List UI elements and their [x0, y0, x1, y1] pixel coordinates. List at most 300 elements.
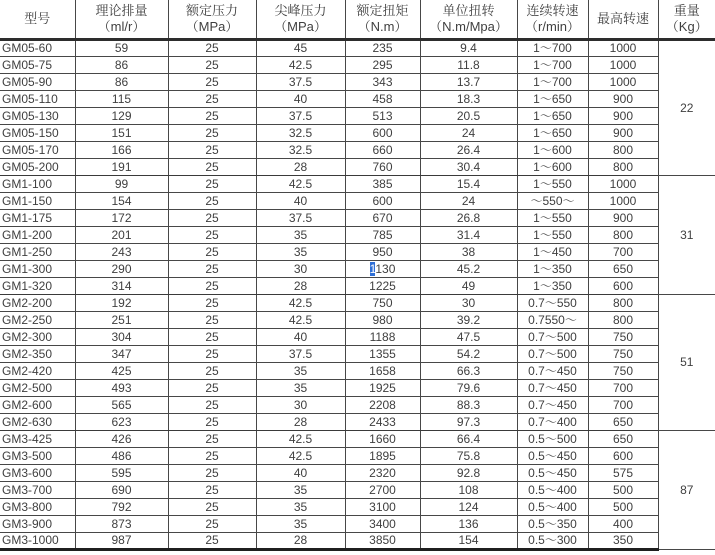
- column-header-unit_torque: [420, 0, 517, 40]
- value-cell-displacement: 493: [75, 380, 168, 397]
- value-cell-peak_pressure: 35: [256, 244, 345, 261]
- value-cell-max_speed: 750: [588, 363, 658, 380]
- value-cell-rated_pressure: 25: [168, 516, 256, 533]
- column-header-unit: （Kg）: [665, 19, 708, 34]
- value-cell-max_speed: 700: [588, 244, 658, 261]
- weight-merged-cell: 87: [658, 431, 715, 550]
- value-cell-cont_speed: 1～650: [517, 91, 588, 108]
- table-row-GM2-600: [0, 397, 715, 414]
- value-cell-cont_speed: 0.5～450: [517, 448, 588, 465]
- value-cell-displacement: 290: [75, 261, 168, 278]
- value-cell-peak_pressure: 40: [256, 329, 345, 346]
- value-cell-displacement: 595: [75, 465, 168, 482]
- value-cell-displacement: 59: [75, 40, 168, 57]
- value-cell-unit_torque: 15.4: [420, 176, 517, 193]
- value-cell-cont_speed: 0.7～400: [517, 414, 588, 431]
- value-cell-rated_torque: 3100: [345, 499, 420, 516]
- column-header-title: 最高转速: [596, 11, 649, 26]
- value-cell-rated_torque: 1130: [345, 261, 420, 278]
- table-row-GM2-200: [0, 295, 715, 312]
- value-cell-rated_pressure: 25: [168, 363, 256, 380]
- value-cell-peak_pressure: 45: [256, 40, 345, 57]
- value-cell-rated_pressure: 25: [168, 278, 256, 295]
- value-cell-displacement: 314: [75, 278, 168, 295]
- value-cell-rated_torque: 458: [345, 91, 420, 108]
- value-cell-cont_speed: 1～700: [517, 57, 588, 74]
- value-cell-peak_pressure: 37.5: [256, 108, 345, 125]
- value-cell-displacement: 623: [75, 414, 168, 431]
- column-header-title: 重量: [673, 3, 700, 18]
- value-cell-max_speed: 1000: [588, 176, 658, 193]
- value-cell-peak_pressure: 42.5: [256, 295, 345, 312]
- value-cell-cont_speed: 0.5～350: [517, 516, 588, 533]
- value-cell-displacement: 99: [75, 176, 168, 193]
- model-cell: GM1-150: [0, 193, 75, 210]
- value-cell-max_speed: 750: [588, 346, 658, 363]
- value-cell-peak_pressure: 28: [256, 278, 345, 295]
- value-cell-rated_torque: 600: [345, 125, 420, 142]
- value-cell-peak_pressure: 37.5: [256, 210, 345, 227]
- value-cell-rated_torque: 600: [345, 193, 420, 210]
- model-cell: GM05-60: [0, 40, 75, 57]
- value-cell-rated_pressure: 25: [168, 431, 256, 448]
- column-header-displacement: [75, 0, 168, 40]
- value-cell-rated_torque: 1658: [345, 363, 420, 380]
- value-cell-peak_pressure: 42.5: [256, 312, 345, 329]
- weight-merged-cell: 31: [658, 176, 715, 295]
- value-cell-cont_speed: 1～550: [517, 227, 588, 244]
- value-cell-cont_speed: 1～650: [517, 108, 588, 125]
- value-cell-peak_pressure: 37.5: [256, 346, 345, 363]
- value-cell-displacement: 129: [75, 108, 168, 125]
- value-cell-rated_pressure: 25: [168, 465, 256, 482]
- value-cell-cont_speed: 1～350: [517, 261, 588, 278]
- table-row-GM05-170: [0, 142, 715, 159]
- value-cell-unit_torque: 45.2: [420, 261, 517, 278]
- value-cell-displacement: 151: [75, 125, 168, 142]
- model-cell: GM3-800: [0, 499, 75, 516]
- value-cell-rated_pressure: 25: [168, 261, 256, 278]
- table-row-GM1-100: [0, 176, 715, 193]
- value-cell-rated_torque: 295: [345, 57, 420, 74]
- weight-merged-cell: 51: [658, 295, 715, 431]
- value-cell-max_speed: 650: [588, 261, 658, 278]
- value-cell-max_speed: 800: [588, 312, 658, 329]
- header-row: [0, 0, 715, 40]
- value-cell-unit_torque: 66.4: [420, 431, 517, 448]
- value-cell-rated_torque: 3850: [345, 533, 420, 550]
- value-cell-displacement: 166: [75, 142, 168, 159]
- value-cell-cont_speed: 1～700: [517, 40, 588, 57]
- value-cell-max_speed: 900: [588, 108, 658, 125]
- value-cell-peak_pressure: 35: [256, 363, 345, 380]
- table-row-GM3-500: [0, 448, 715, 465]
- model-cell: GM3-500: [0, 448, 75, 465]
- value-cell-rated_pressure: 25: [168, 57, 256, 74]
- value-cell-cont_speed: ～550～: [517, 193, 588, 210]
- value-cell-cont_speed: 1～700: [517, 74, 588, 91]
- value-cell-displacement: 792: [75, 499, 168, 516]
- column-header-title: 尖峰压力: [274, 3, 327, 18]
- table-row-GM3-800: [0, 499, 715, 516]
- value-cell-unit_torque: 97.3: [420, 414, 517, 431]
- value-cell-max_speed: 1000: [588, 193, 658, 210]
- value-cell-displacement: 304: [75, 329, 168, 346]
- table-body: [0, 40, 715, 550]
- model-cell: GM05-110: [0, 91, 75, 108]
- value-cell-rated_pressure: 25: [168, 125, 256, 142]
- column-header-unit: （ml/r）: [97, 19, 146, 34]
- value-cell-peak_pressure: 30: [256, 397, 345, 414]
- column-header-title: 连续转速: [526, 3, 579, 18]
- model-cell: GM1-320: [0, 278, 75, 295]
- table-row-GM1-320: [0, 278, 715, 295]
- value-cell-rated_pressure: 25: [168, 346, 256, 363]
- value-cell-rated_torque: 2208: [345, 397, 420, 414]
- value-cell-rated_pressure: 25: [168, 380, 256, 397]
- value-cell-unit_torque: 30.4: [420, 159, 517, 176]
- value-cell-rated_torque: 1355: [345, 346, 420, 363]
- column-header-max_speed: [588, 0, 658, 40]
- value-cell-max_speed: 500: [588, 482, 658, 499]
- value-cell-max_speed: 800: [588, 295, 658, 312]
- column-header-rated_pressure: [168, 0, 256, 40]
- value-cell-displacement: 172: [75, 210, 168, 227]
- value-cell-rated_torque: 513: [345, 108, 420, 125]
- value-cell-rated_torque: 2320: [345, 465, 420, 482]
- value-cell-displacement: 86: [75, 57, 168, 74]
- value-cell-rated_torque: 343: [345, 74, 420, 91]
- value-cell-peak_pressure: 37.5: [256, 74, 345, 91]
- model-cell: GM3-425: [0, 431, 75, 448]
- value-cell-displacement: 347: [75, 346, 168, 363]
- value-cell-unit_torque: 124: [420, 499, 517, 516]
- value-cell-cont_speed: 0.7～450: [517, 363, 588, 380]
- value-cell-cont_speed: 0.5～450: [517, 465, 588, 482]
- table-row-GM2-420: [0, 363, 715, 380]
- value-cell-displacement: 425: [75, 363, 168, 380]
- value-cell-unit_torque: 13.7: [420, 74, 517, 91]
- value-cell-rated_torque: 670: [345, 210, 420, 227]
- value-cell-cont_speed: 0.7～450: [517, 397, 588, 414]
- value-cell-peak_pressure: 32.5: [256, 142, 345, 159]
- value-cell-peak_pressure: 35: [256, 499, 345, 516]
- model-cell: GM3-600: [0, 465, 75, 482]
- value-cell-displacement: 191: [75, 159, 168, 176]
- model-cell: GM2-420: [0, 363, 75, 380]
- weight-merged-cell: 22: [658, 40, 715, 176]
- value-cell-rated_torque: 1925: [345, 380, 420, 397]
- value-cell-rated_pressure: 25: [168, 312, 256, 329]
- value-cell-rated_torque: 235: [345, 40, 420, 57]
- value-cell-cont_speed: 1～450: [517, 244, 588, 261]
- value-cell-rated_pressure: 25: [168, 482, 256, 499]
- value-cell-max_speed: 900: [588, 125, 658, 142]
- value-cell-rated_torque: 1188: [345, 329, 420, 346]
- value-cell-rated_torque: 760: [345, 159, 420, 176]
- value-cell-unit_torque: 11.8: [420, 57, 517, 74]
- model-cell: GM2-600: [0, 397, 75, 414]
- value-cell-rated_torque: 1660: [345, 431, 420, 448]
- value-cell-rated_pressure: 25: [168, 414, 256, 431]
- value-cell-cont_speed: 0.7～450: [517, 380, 588, 397]
- table-row-GM1-300: [0, 261, 715, 278]
- value-cell-max_speed: 500: [588, 499, 658, 516]
- table-row-GM3-900: [0, 516, 715, 533]
- value-cell-unit_torque: 20.5: [420, 108, 517, 125]
- value-cell-rated_torque: 785: [345, 227, 420, 244]
- value-cell-peak_pressure: 35: [256, 482, 345, 499]
- value-cell-unit_torque: 75.8: [420, 448, 517, 465]
- value-cell-cont_speed: 0.7～500: [517, 346, 588, 363]
- table-row-GM3-700: [0, 482, 715, 499]
- value-cell-displacement: 987: [75, 533, 168, 550]
- value-cell-unit_torque: 38: [420, 244, 517, 261]
- column-header-peak_pressure: [256, 0, 345, 40]
- value-cell-rated_pressure: 25: [168, 244, 256, 261]
- column-header-title: 额定压力: [185, 3, 238, 18]
- value-cell-cont_speed: 0.7～500: [517, 329, 588, 346]
- value-cell-rated_torque: 2433: [345, 414, 420, 431]
- value-cell-rated_pressure: 25: [168, 193, 256, 210]
- selected-text: 1: [369, 261, 376, 276]
- value-cell-unit_torque: 24: [420, 193, 517, 210]
- value-cell-rated_torque: 980: [345, 312, 420, 329]
- value-cell-cont_speed: 0.7～550: [517, 295, 588, 312]
- value-cell-peak_pressure: 28: [256, 159, 345, 176]
- column-header-weight: [658, 0, 715, 40]
- value-cell-rated_pressure: 25: [168, 295, 256, 312]
- value-cell-displacement: 690: [75, 482, 168, 499]
- model-cell: GM3-700: [0, 482, 75, 499]
- value-cell-max_speed: 750: [588, 329, 658, 346]
- table-row-GM05-110: [0, 91, 715, 108]
- value-cell-rated_pressure: 25: [168, 397, 256, 414]
- value-cell-displacement: 251: [75, 312, 168, 329]
- value-cell-rated_torque: 950: [345, 244, 420, 261]
- model-cell: GM1-200: [0, 227, 75, 244]
- column-header-title: 型号: [24, 11, 51, 26]
- model-cell: GM05-170: [0, 142, 75, 159]
- value-cell-max_speed: 1000: [588, 74, 658, 91]
- value-cell-unit_torque: 47.5: [420, 329, 517, 346]
- value-cell-displacement: 115: [75, 91, 168, 108]
- value-cell-cont_speed: 1～600: [517, 142, 588, 159]
- model-cell: GM05-130: [0, 108, 75, 125]
- value-cell-unit_torque: 26.4: [420, 142, 517, 159]
- value-cell-peak_pressure: 42.5: [256, 176, 345, 193]
- column-header-unit: （r/min）: [525, 19, 580, 34]
- table-row-GM2-300: [0, 329, 715, 346]
- table-row-GM1-150: [0, 193, 715, 210]
- value-cell-displacement: 86: [75, 74, 168, 91]
- model-cell: GM1-300: [0, 261, 75, 278]
- column-header-unit: （MPa）: [185, 19, 239, 34]
- value-cell-cont_speed: 1～550: [517, 176, 588, 193]
- value-cell-unit_torque: 24: [420, 125, 517, 142]
- value-cell-max_speed: 575: [588, 465, 658, 482]
- value-cell-max_speed: 800: [588, 142, 658, 159]
- column-header-unit: （N.m）: [357, 19, 408, 34]
- value-cell-peak_pressure: 35: [256, 516, 345, 533]
- value-cell-unit_torque: 26.8: [420, 210, 517, 227]
- model-cell: GM1-175: [0, 210, 75, 227]
- model-cell: GM2-500: [0, 380, 75, 397]
- value-cell-max_speed: 1000: [588, 57, 658, 74]
- value-cell-unit_torque: 18.3: [420, 91, 517, 108]
- table-row-GM2-350: [0, 346, 715, 363]
- value-cell-peak_pressure: 30: [256, 261, 345, 278]
- table-row-GM1-175: [0, 210, 715, 227]
- model-cell: GM05-75: [0, 57, 75, 74]
- value-cell-rated_pressure: 25: [168, 108, 256, 125]
- value-cell-peak_pressure: 40: [256, 91, 345, 108]
- model-cell: GM2-350: [0, 346, 75, 363]
- value-cell-max_speed: 600: [588, 278, 658, 295]
- value-cell-max_speed: 650: [588, 414, 658, 431]
- value-cell-cont_speed: 0.5～500: [517, 431, 588, 448]
- model-cell: GM3-1000: [0, 533, 75, 550]
- value-cell-cont_speed: 1～650: [517, 125, 588, 142]
- value-cell-rated_pressure: 25: [168, 227, 256, 244]
- value-cell-unit_torque: 54.2: [420, 346, 517, 363]
- value-cell-max_speed: 800: [588, 227, 658, 244]
- value-cell-rated_torque: 385: [345, 176, 420, 193]
- table-row-GM2-630: [0, 414, 715, 431]
- value-cell-max_speed: 350: [588, 533, 658, 550]
- model-cell: GM1-100: [0, 176, 75, 193]
- table-row-GM2-500: [0, 380, 715, 397]
- value-cell-peak_pressure: 28: [256, 414, 345, 431]
- value-cell-rated_pressure: 25: [168, 210, 256, 227]
- value-cell-unit_torque: 49: [420, 278, 517, 295]
- value-cell-rated_pressure: 25: [168, 40, 256, 57]
- value-cell-rated_torque: 3400: [345, 516, 420, 533]
- value-cell-rated_pressure: 25: [168, 176, 256, 193]
- value-cell-rated_torque: 750: [345, 295, 420, 312]
- value-cell-rated_pressure: 25: [168, 499, 256, 516]
- value-cell-rated_pressure: 25: [168, 142, 256, 159]
- value-cell-peak_pressure: 35: [256, 380, 345, 397]
- value-cell-cont_speed: 1～550: [517, 210, 588, 227]
- value-cell-rated_pressure: 25: [168, 74, 256, 91]
- value-cell-max_speed: 1000: [588, 40, 658, 57]
- model-cell: GM2-630: [0, 414, 75, 431]
- value-cell-cont_speed: 0.7550～: [517, 312, 588, 329]
- value-cell-rated_torque: 1895: [345, 448, 420, 465]
- value-cell-unit_torque: 66.3: [420, 363, 517, 380]
- model-cell: GM05-90: [0, 74, 75, 91]
- value-cell-max_speed: 700: [588, 397, 658, 414]
- model-cell: GM1-250: [0, 244, 75, 261]
- value-cell-displacement: 873: [75, 516, 168, 533]
- column-header-title: 单位扭转: [442, 3, 495, 18]
- table-row-GM05-130: [0, 108, 715, 125]
- value-cell-rated_pressure: 25: [168, 329, 256, 346]
- table-row-GM05-200: [0, 159, 715, 176]
- value-cell-rated_pressure: 25: [168, 91, 256, 108]
- value-cell-peak_pressure: 40: [256, 193, 345, 210]
- value-cell-rated_pressure: 25: [168, 159, 256, 176]
- value-cell-displacement: 426: [75, 431, 168, 448]
- model-cell: GM05-150: [0, 125, 75, 142]
- value-cell-max_speed: 800: [588, 159, 658, 176]
- model-cell: GM2-250: [0, 312, 75, 329]
- model-cell: GM2-300: [0, 329, 75, 346]
- table-row-GM05-90: [0, 74, 715, 91]
- table-row-GM05-75: [0, 57, 715, 74]
- value-cell-unit_torque: 154: [420, 533, 517, 550]
- column-header-title: 额定扭矩: [356, 3, 409, 18]
- value-cell-cont_speed: 1～600: [517, 159, 588, 176]
- model-cell: GM05-200: [0, 159, 75, 176]
- value-cell-displacement: 154: [75, 193, 168, 210]
- value-cell-max_speed: 650: [588, 431, 658, 448]
- column-header-unit: （N.m/Mpa）: [429, 19, 508, 34]
- table-row-GM3-1000: [0, 533, 715, 550]
- value-cell-max_speed: 700: [588, 380, 658, 397]
- value-cell-rated_torque: 660: [345, 142, 420, 159]
- value-cell-unit_torque: 79.6: [420, 380, 517, 397]
- value-cell-peak_pressure: 42.5: [256, 57, 345, 74]
- value-cell-rated_torque: 1225: [345, 278, 420, 295]
- value-cell-max_speed: 600: [588, 448, 658, 465]
- table-row-GM05-150: [0, 125, 715, 142]
- value-cell-rated_pressure: 25: [168, 533, 256, 550]
- value-cell-peak_pressure: 42.5: [256, 448, 345, 465]
- value-cell-displacement: 486: [75, 448, 168, 465]
- value-cell-unit_torque: 108: [420, 482, 517, 499]
- value-cell-unit_torque: 136: [420, 516, 517, 533]
- table-row-GM1-200: [0, 227, 715, 244]
- value-cell-cont_speed: 0.5～300: [517, 533, 588, 550]
- value-cell-cont_speed: 0.5～400: [517, 499, 588, 516]
- value-cell-unit_torque: 39.2: [420, 312, 517, 329]
- value-cell-unit_torque: 9.4: [420, 40, 517, 57]
- table-row-GM3-425: [0, 431, 715, 448]
- value-cell-max_speed: 900: [588, 91, 658, 108]
- value-cell-unit_torque: 30: [420, 295, 517, 312]
- value-cell-rated_pressure: 25: [168, 448, 256, 465]
- column-header-rated_torque: [345, 0, 420, 40]
- table-header: [0, 0, 715, 40]
- value-cell-unit_torque: 88.3: [420, 397, 517, 414]
- value-cell-max_speed: 900: [588, 210, 658, 227]
- value-cell-unit_torque: 31.4: [420, 227, 517, 244]
- value-cell-displacement: 192: [75, 295, 168, 312]
- column-header-title: 理论排量: [95, 3, 148, 18]
- value-cell-max_speed: 400: [588, 516, 658, 533]
- value-cell-displacement: 243: [75, 244, 168, 261]
- value-cell-peak_pressure: 35: [256, 227, 345, 244]
- column-header-cont_speed: [517, 0, 588, 40]
- value-cell-peak_pressure: 28: [256, 533, 345, 550]
- value-cell-peak_pressure: 42.5: [256, 431, 345, 448]
- table-row-GM3-600: [0, 465, 715, 482]
- value-cell-peak_pressure: 32.5: [256, 125, 345, 142]
- value-cell-displacement: 201: [75, 227, 168, 244]
- value-cell-cont_speed: 0.5～400: [517, 482, 588, 499]
- model-cell: GM3-900: [0, 516, 75, 533]
- value-cell-displacement: 565: [75, 397, 168, 414]
- table-row-GM2-250: [0, 312, 715, 329]
- value-cell-rated_torque: 2700: [345, 482, 420, 499]
- value-cell-unit_torque: 92.8: [420, 465, 517, 482]
- table-row-GM1-250: [0, 244, 715, 261]
- model-cell: GM2-200: [0, 295, 75, 312]
- value-cell-peak_pressure: 40: [256, 465, 345, 482]
- value-cell-cont_speed: 1～350: [517, 278, 588, 295]
